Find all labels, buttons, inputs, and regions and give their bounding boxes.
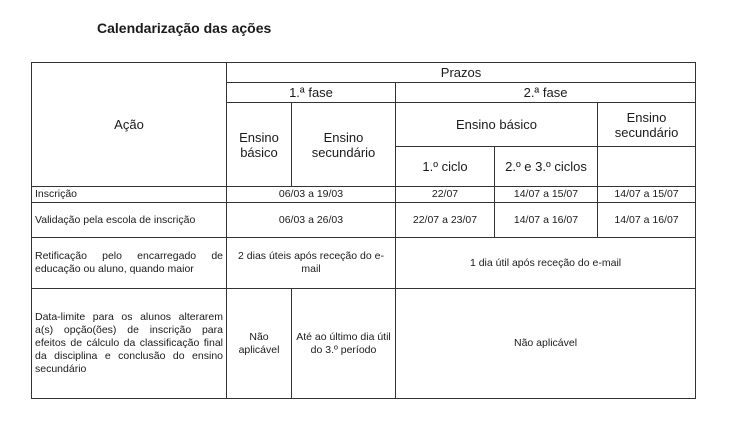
header-row-prazos [32,63,696,83]
row-fase1-dates: 06/03 a 19/03 [227,187,396,203]
header-acao: Ação [32,63,227,187]
row-fase1-deadline: 2 dias úteis após receção do e-mail [227,238,396,289]
header-ensino-basico-f1: Ensino básico [227,103,292,187]
row-secundario-f1-value: Até ao último dia útil do 3.º período [292,289,396,399]
table-row [32,203,696,238]
row-ciclo23-dates: 14/07 a 16/07 [495,203,598,238]
header-fase-2: 2.ª fase [396,83,696,103]
page-title: Calendarização das ações [97,20,272,36]
header-ciclo-2-3: 2.º e 3.º ciclos [495,147,598,187]
header-secundario-empty [598,147,696,187]
header-prazos: Prazos [227,63,696,83]
header-ensino-secundario-f1: Ensino secundário [292,103,396,187]
header-fase-1: 1.ª fase [227,83,396,103]
table-row [32,187,696,203]
row-action: Data-limite para os alunos alterarem a(s) opção(ões) de inscrição para efeitos de cálculo da classificação final da disciplina e conclusão do ensino secundário [32,289,227,399]
header-ensino-secundario-f2: Ensino secundário [598,103,696,147]
header-ciclo-1: 1.º ciclo [396,147,495,187]
row-fase1-dates: 06/03 a 26/03 [227,203,396,238]
table-row [32,238,696,289]
row-action: Validação pela escola de inscrição [32,203,227,238]
row-basico-value: Não aplicável [227,289,292,399]
header-ensino-basico-f2: Ensino básico [396,103,598,147]
row-ciclo23-dates: 14/07 a 15/07 [495,187,598,203]
row-action: Inscrição [32,187,227,203]
row-secundario-dates: 14/07 a 15/07 [598,187,696,203]
row-ciclo1-dates: 22/07 a 23/07 [396,203,495,238]
row-ciclo1-dates: 22/07 [396,187,495,203]
table-row [32,289,696,399]
row-action: Retificação pelo encarregado de educação ou aluno, quando maior [32,238,227,289]
schedule-table [31,62,696,399]
row-fase2-deadline: 1 dia útil após receção do e-mail [396,238,696,289]
row-fase2-value: Não aplicável [396,289,696,399]
row-secundario-dates: 14/07 a 16/07 [598,203,696,238]
